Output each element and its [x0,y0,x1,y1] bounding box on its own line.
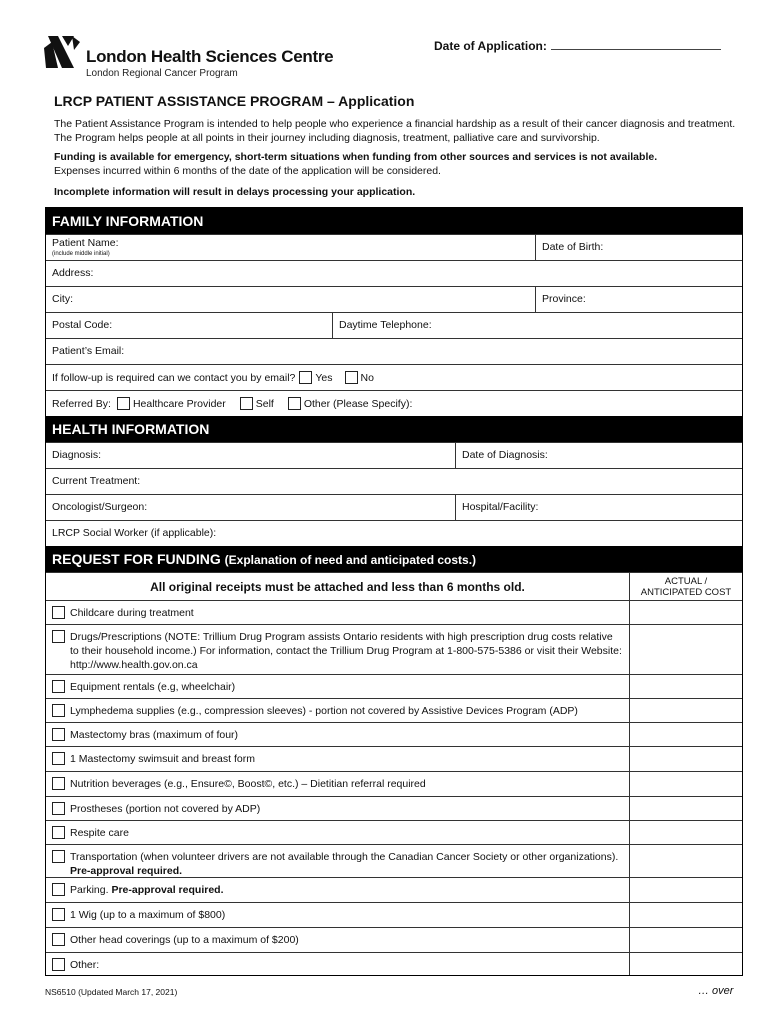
funding-item-cost-field[interactable] [629,821,742,844]
funding-item-label [70,606,194,620]
lhsc-logo-mark-icon [44,34,82,70]
self-label: Self [255,398,274,410]
current-treatment-row [46,468,742,494]
funding-item-checkbox[interactable] [52,883,65,896]
funding-heading-sub: (Explanation of need and anticipated costs.) [224,553,477,567]
postal-field[interactable] [46,313,332,338]
city-field[interactable] [46,287,535,312]
receipts-note: All original receipts must be attached and less than 6 months old. [150,580,525,594]
postal-row [46,312,742,338]
funding-item-cost-field[interactable] [629,772,742,796]
province-field[interactable] [535,287,742,312]
funding-item-text: Parking. [70,884,109,896]
funding-item-checkbox[interactable] [52,958,65,971]
referred-by-field [46,391,742,416]
page-over-note: … over [698,985,734,997]
followup-field [46,365,742,390]
funding-statement: Funding is available for emergency, short-term situations when funding from other sources and services is not available. [54,151,658,163]
funding-item-description [46,928,629,952]
funding-item-description [46,675,629,698]
other-label: Other (Please Specify): [303,398,413,410]
funding-note: Expenses incurred within 6 months of the date of the application will be considered. [54,165,441,177]
funding-item-text: 1 Wig (up to a maximum of $800) [70,909,226,921]
social-worker-field[interactable] [46,521,742,546]
cost-column-header [629,573,742,600]
funding-item-bold-note: Pre-approval required. [70,865,183,877]
address-label: Address: [52,267,94,279]
postal-label: Postal Code: [52,319,113,331]
followup-label: If follow-up is required can we contact you by email? [52,372,296,384]
oncologist-field[interactable] [46,495,455,520]
funding-item-checkbox[interactable] [52,908,65,921]
funding-item-cost-field[interactable] [629,723,742,746]
cost-header-line2: ANTICIPATED COST [640,587,732,598]
address-field[interactable] [46,261,742,286]
funding-item-cost-field[interactable] [629,675,742,698]
funding-item-text: Prostheses (portion not covered by ADP) [70,803,261,815]
funding-item-description [46,747,629,771]
current-treatment-field[interactable] [46,469,742,494]
funding-item-row [46,771,742,796]
funding-item-row [46,624,742,674]
funding-item-row [46,844,742,877]
funding-item-text: Nutrition beverages (e.g., Ensure©, Boost©, etc.) – Dietitian referral required [70,778,426,790]
funding-section-heading [46,546,742,572]
org-subtitle: London Regional Cancer Program [86,68,238,79]
form-id: NS6510 (Updated March 17, 2021) [45,987,178,997]
email-label: Patient’s Email: [52,345,125,357]
healthcare-provider-label: Healthcare Provider [132,398,226,410]
oncologist-row [46,494,742,520]
referred-by-row [46,390,742,416]
funding-item-cost-field[interactable] [629,845,742,877]
self-checkbox[interactable] [240,397,253,410]
city-label: City: [52,293,73,305]
funding-item-description [46,625,629,674]
funding-item-row [46,902,742,927]
funding-item-row [46,746,742,771]
funding-item-row [46,927,742,952]
funding-item-label [70,704,578,718]
healthcare-provider-checkbox[interactable] [117,397,130,410]
application-form [45,207,743,976]
funding-table-header [46,572,742,600]
funding-item-description [46,821,629,844]
funding-item-cost-field[interactable] [629,878,742,902]
social-worker-row [46,520,742,546]
funding-item-description [46,699,629,722]
funding-item-label [70,680,235,694]
hospital-field[interactable] [455,495,742,520]
funding-item-text: 1 Mastectomy swimsuit and breast form [70,753,255,765]
funding-item-text: Childcare during treatment [70,607,194,619]
funding-item-description [46,903,629,927]
yes-label: Yes [315,372,333,384]
date-of-application [434,39,721,53]
organization-logo [44,34,344,84]
funding-item-description [46,953,629,975]
patient-name-field[interactable] [46,235,535,260]
referred-by-label: Referred By: [52,398,111,410]
phone-label: Daytime Telephone: [339,319,432,331]
funding-item-checkbox[interactable] [52,728,65,741]
yes-checkbox[interactable] [299,371,312,384]
date-diagnosis-label: Date of Diagnosis: [462,449,548,461]
family-section-heading: FAMILY INFORMATION [46,208,742,234]
diagnosis-label: Diagnosis: [52,449,102,461]
city-row [46,286,742,312]
social-worker-label: LRCP Social Worker (if applicable): [52,527,217,539]
funding-item-checkbox[interactable] [52,752,65,765]
date-of-application-label: Date of Application: [434,39,547,53]
hospital-label: Hospital/Facility: [462,501,539,513]
funding-item-checkbox[interactable] [52,777,65,790]
funding-item-text: Drugs/Prescriptions (NOTE: Trillium Drug Program assists Ontario residents with high prescription drug costs relative to their household income.) For information, contact the Trillium Drug Program at 1-800-575-5386 or visit their Website: http://www.health.gov.on.ca [70,631,622,671]
funding-item-checkbox[interactable] [52,933,65,946]
funding-item-description [46,772,629,796]
funding-item-label [70,752,255,767]
funding-item-label [70,630,623,670]
funding-item-cost-field[interactable] [629,797,742,820]
funding-item-description [46,797,629,820]
patient-name-label: Patient Name: [52,237,119,249]
funding-item-text: Equipment rentals (e.g, wheelchair) [70,681,236,693]
oncologist-label: Oncologist/Surgeon: [52,501,148,513]
funding-item-cost-field[interactable] [629,601,742,624]
diagnosis-field[interactable] [46,443,455,468]
no-checkbox[interactable] [345,371,358,384]
funding-item-cost-field[interactable] [629,625,742,674]
dob-field[interactable] [535,235,742,260]
date-of-application-field[interactable] [551,39,721,50]
funding-items-list [46,600,742,975]
funding-heading-text: REQUEST FOR FUNDING [52,551,221,567]
funding-item-description [46,878,629,902]
funding-item-description [46,845,629,877]
date-diagnosis-field[interactable] [455,443,742,468]
funding-item-label [70,883,224,898]
funding-item-text: Other head coverings (up to a maximum of $200) [70,934,299,946]
funding-item-text: Other: [70,959,100,971]
funding-item-text: Transportation (when volunteer drivers are not available through the Canadian Cancer Society or other organizations). [70,851,619,863]
funding-item-label [70,777,426,792]
no-label: No [360,372,374,384]
funding-item-row [46,877,742,902]
funding-item-cost-field[interactable] [629,699,742,722]
dob-label: Date of Birth: [542,241,604,253]
followup-row [46,364,742,390]
funding-item-label [70,958,99,971]
other-checkbox[interactable] [288,397,301,410]
funding-item-bold-note: Pre-approval required. [111,884,224,896]
funding-item-cost-field[interactable] [629,953,742,975]
incomplete-warning: Incomplete information will result in delays processing your application. [54,186,416,198]
province-label: Province: [542,293,586,305]
funding-item-text: Mastectomy bras (maximum of four) [70,729,239,741]
health-section-heading: HEALTH INFORMATION [46,416,742,442]
funding-item-label [70,826,129,840]
funding-item-row [46,600,742,624]
phone-field[interactable] [332,313,742,338]
funding-item-checkbox[interactable] [52,826,65,839]
cost-header-line1: ACTUAL / [664,576,708,587]
funding-item-label [70,728,238,742]
funding-item-row [46,820,742,844]
funding-item-row [46,722,742,746]
funding-item-description [46,723,629,746]
funding-item-checkbox[interactable] [52,606,65,619]
funding-item-cost-field[interactable] [629,747,742,771]
funding-item-row [46,698,742,722]
funding-item-checkbox[interactable] [52,630,65,643]
funding-item-row [46,796,742,820]
page-title: LRCP PATIENT ASSISTANCE PROGRAM – Application [54,93,415,109]
funding-item-label [70,802,260,816]
funding-item-checkbox[interactable] [52,704,65,717]
patient-name-row [46,234,742,260]
org-name: London Health Sciences Centre [86,47,334,66]
address-row [46,260,742,286]
funding-item-checkbox[interactable] [52,850,65,863]
current-treatment-label: Current Treatment: [52,475,141,487]
diagnosis-row [46,442,742,468]
funding-item-checkbox[interactable] [52,680,65,693]
funding-item-cost-field[interactable] [629,928,742,952]
funding-item-row [46,952,742,975]
funding-item-checkbox[interactable] [52,802,65,815]
funding-item-text: Lymphedema supplies (e.g., compression sleeves) - portion not covered by Assistive Devices Program (ADP) [70,705,578,717]
funding-item-label [70,850,623,877]
funding-item-label [70,933,299,948]
funding-item-description [46,601,629,624]
funding-item-label [70,908,225,923]
funding-item-row [46,674,742,698]
patient-name-note: (include middle initial) [52,251,110,257]
funding-item-cost-field[interactable] [629,903,742,927]
email-field[interactable] [46,339,742,364]
intro-paragraph: The Patient Assistance Program is intended to help people who experience a financial hardship as a result of their cancer diagnosis and treatment. The Program helps people at all points in their journey including diagnosis, treatment, palliative care and survivorship. [54,118,736,144]
funding-item-text: Respite care [70,827,129,839]
email-row [46,338,742,364]
